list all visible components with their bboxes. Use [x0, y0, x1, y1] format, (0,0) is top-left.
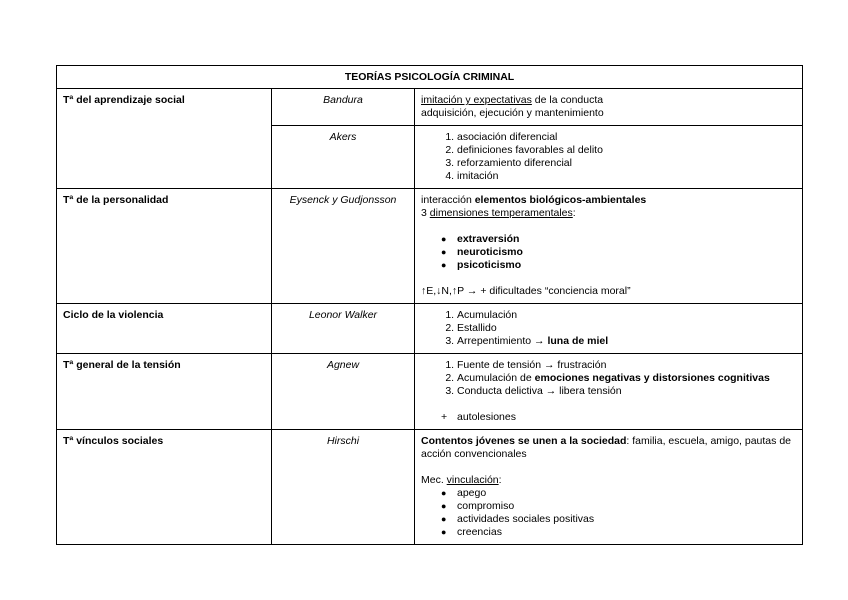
bold-text: luna de miel — [547, 335, 609, 347]
list-item: 3. Conducta delictiva → libera tensión — [457, 385, 796, 398]
bold-text: elementos biológicos-ambientales — [474, 194, 647, 206]
table-row — [57, 189, 803, 304]
author: Bandura — [272, 89, 415, 126]
bullet-list — [421, 487, 796, 539]
text: Acumulación de — [457, 372, 535, 384]
plus-list — [421, 411, 796, 424]
list-item: 1. asociación diferencial — [457, 131, 796, 144]
note-text: ↑E,↓N,↑P → + dificultades “conciencia moral” — [421, 285, 631, 297]
description — [415, 430, 803, 545]
list-item — [457, 335, 796, 348]
text: Arrepentimiento → — [457, 335, 548, 347]
list-item: ● neuroticismo — [441, 246, 796, 259]
underlined-text: dimensiones temperamentales — [429, 207, 573, 219]
underlined-text: vinculación — [446, 474, 499, 486]
author: Hirschi — [272, 430, 415, 545]
theory-name: Tª vínculos sociales — [57, 430, 272, 545]
numbered-list — [421, 131, 796, 183]
description — [415, 304, 803, 354]
author: Akers — [272, 126, 415, 189]
numbered-list — [421, 359, 796, 398]
description — [415, 189, 803, 304]
text: 3 — [421, 207, 430, 219]
table-title: TEORÍAS PSICOLOGÍA CRIMINAL — [57, 66, 803, 89]
table-row — [57, 430, 803, 545]
list-item: ● extraversión — [441, 233, 796, 246]
list-item: 1. Acumulación — [457, 309, 796, 322]
text: : familia, escuela, amigo, pautas de acción convencionales — [421, 435, 791, 460]
underlined-text: imitación y expectativas — [421, 94, 532, 106]
list-item: 4. imitación — [457, 170, 796, 183]
table-row — [57, 304, 803, 354]
text: adquisición, ejecución y mantenimiento — [421, 107, 604, 119]
list-item: ● creencias — [441, 526, 796, 539]
text: : — [572, 207, 576, 219]
theory-name: Ciclo de la violencia — [57, 304, 272, 354]
text: de la conducta — [531, 94, 604, 106]
list-item: + autolesiones — [441, 411, 796, 424]
list-item — [457, 372, 796, 385]
list-item: ● apego — [441, 487, 796, 500]
theories-table — [56, 65, 803, 545]
list-item: 2. Estallido — [457, 322, 796, 335]
theory-name: Tª de la personalidad — [57, 189, 272, 304]
description — [415, 354, 803, 430]
list-item: ● psicoticismo — [441, 259, 796, 272]
text: interacción — [421, 194, 475, 206]
text: : — [498, 474, 502, 486]
list-item: 3. reforzamiento diferencial — [457, 157, 796, 170]
bold-text: Contentos jóvenes se unen a la sociedad — [421, 435, 627, 447]
bold-text: emociones negativas y distorsiones cognitivas — [534, 372, 770, 384]
description — [415, 89, 803, 126]
author: Eysenck y Gudjonsson — [272, 189, 415, 304]
author: Agnew — [272, 354, 415, 430]
list-item: ● compromiso — [441, 500, 796, 513]
numbered-list — [421, 309, 796, 348]
list-item: 1. Fuente de tensión → frustración — [457, 359, 796, 372]
table-row — [57, 89, 803, 126]
theory-name: Tª del aprendizaje social — [57, 89, 272, 189]
description — [415, 126, 803, 189]
table-row — [57, 354, 803, 430]
author: Leonor Walker — [272, 304, 415, 354]
list-item: 2. definiciones favorables al delito — [457, 144, 796, 157]
text: Mec. — [421, 474, 447, 486]
theory-name: Tª general de la tensión — [57, 354, 272, 430]
bullet-list — [421, 233, 796, 272]
title-row — [57, 66, 803, 89]
list-item: ● actividades sociales positivas — [441, 513, 796, 526]
